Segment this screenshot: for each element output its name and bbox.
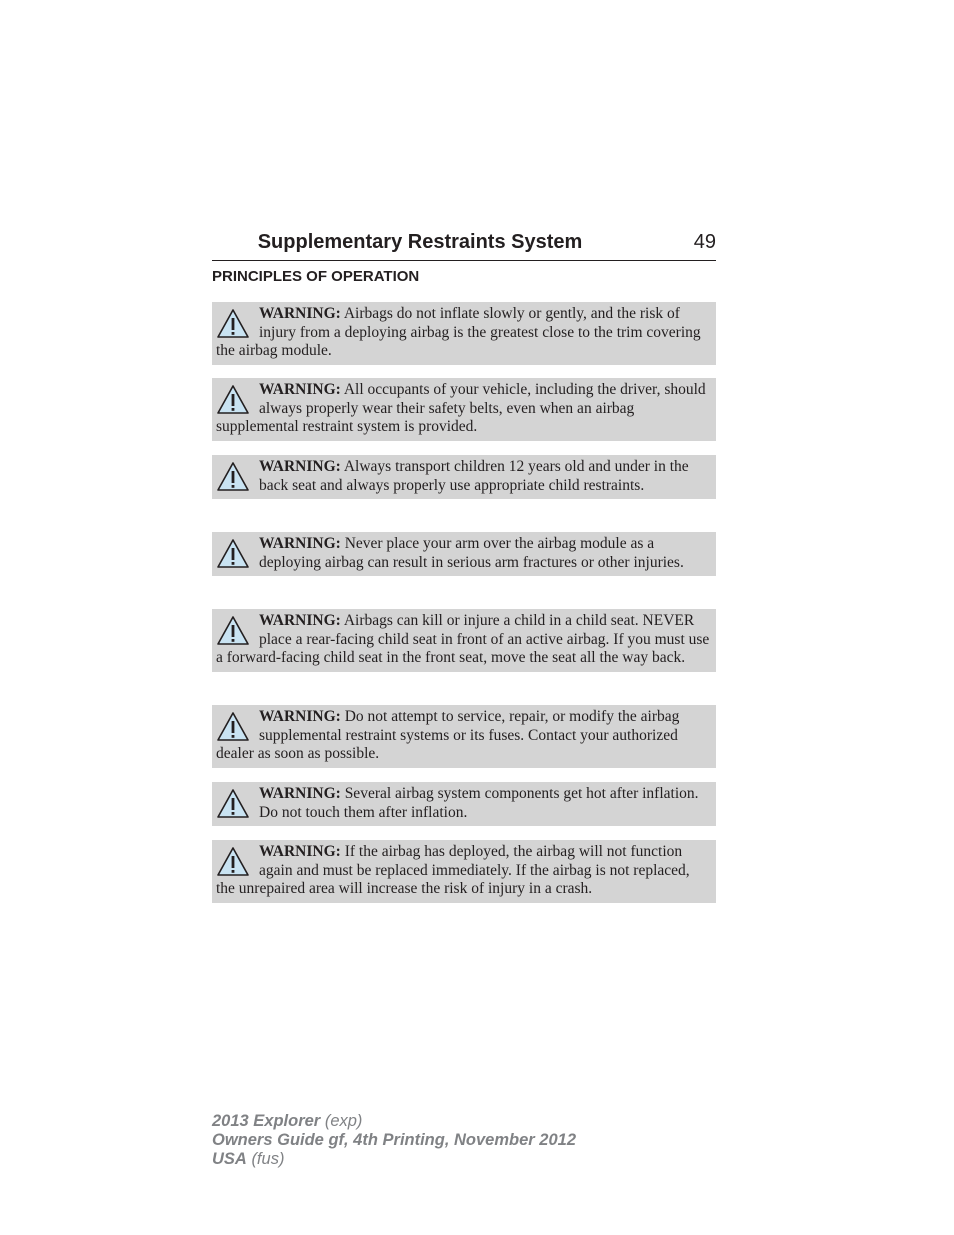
footer-line-3: USA (fus)	[212, 1150, 285, 1168]
warning-box	[212, 705, 716, 768]
warning-triangle-icon	[216, 538, 250, 570]
footer	[212, 1112, 576, 1169]
footer-line-1: 2013 Explorer (exp)	[212, 1112, 363, 1130]
warning-label: WARNING:	[259, 535, 341, 552]
warning-box	[212, 532, 716, 576]
warning-box	[212, 378, 716, 441]
warning-label: WARNING:	[259, 785, 341, 802]
warning-box	[212, 609, 716, 672]
warning-label: WARNING:	[259, 843, 341, 860]
warning-label: WARNING:	[259, 708, 341, 725]
warning-triangle-icon	[216, 711, 250, 743]
section-title: PRINCIPLES OF OPERATION	[212, 268, 420, 285]
warning-text: Do not attempt to service, repair, or modify the airbag supplemental restraint systems or its fuses. Contact your authorized dealer as soon as possible.	[216, 708, 680, 763]
warning-text: Airbags do not inflate slowly or gently, and the risk of injury from a deploying airbag is the greatest close to the trim covering the airbag module.	[216, 305, 701, 360]
warning-triangle-icon	[216, 846, 250, 878]
warning-label: WARNING:	[259, 458, 341, 475]
warning-text: Several airbag system components get hot after inflation. Do not touch them after inflation.	[259, 785, 699, 821]
warning-text: If the airbag has deployed, the airbag will not function again and must be replaced immediately. If the airbag is not replaced, the unrepaired area will increase the risk of injury in a crash.	[216, 843, 690, 898]
warning-triangle-icon	[216, 308, 250, 340]
page-header	[212, 229, 716, 261]
warning-box	[212, 302, 716, 365]
footer-line-2: Owners Guide gf, 4th Printing, November 2012	[212, 1131, 576, 1149]
warning-box	[212, 782, 716, 826]
warning-triangle-icon	[216, 615, 250, 647]
warning-box	[212, 455, 716, 499]
warning-label: WARNING:	[259, 381, 341, 398]
warning-triangle-icon	[216, 788, 250, 820]
warning-text: Airbags can kill or injure a child in a child seat. NEVER place a rear-facing child seat in front of an active airbag. If you must use a forward-facing child seat in the front seat, move the seat all the way back.	[216, 612, 710, 667]
warning-text: All occupants of your vehicle, including the driver, should always properly wear their safety belts, even when an airbag supplemental restraint system is provided.	[216, 381, 706, 436]
warning-triangle-icon	[216, 461, 250, 493]
chapter-title: Supplementary Restraints System	[257, 231, 583, 253]
warning-label: WARNING:	[259, 612, 341, 629]
warning-text: Never place your arm over the airbag module as a deploying airbag can result in serious arm fractures or other injuries.	[259, 535, 684, 571]
warning-box	[212, 840, 716, 903]
page-number: 49	[693, 231, 716, 253]
warning-text: Always transport children 12 years old and under in the back seat and always properly use appropriate child restraints.	[259, 458, 689, 494]
warning-label: WARNING:	[259, 305, 341, 322]
warning-triangle-icon	[216, 384, 250, 416]
